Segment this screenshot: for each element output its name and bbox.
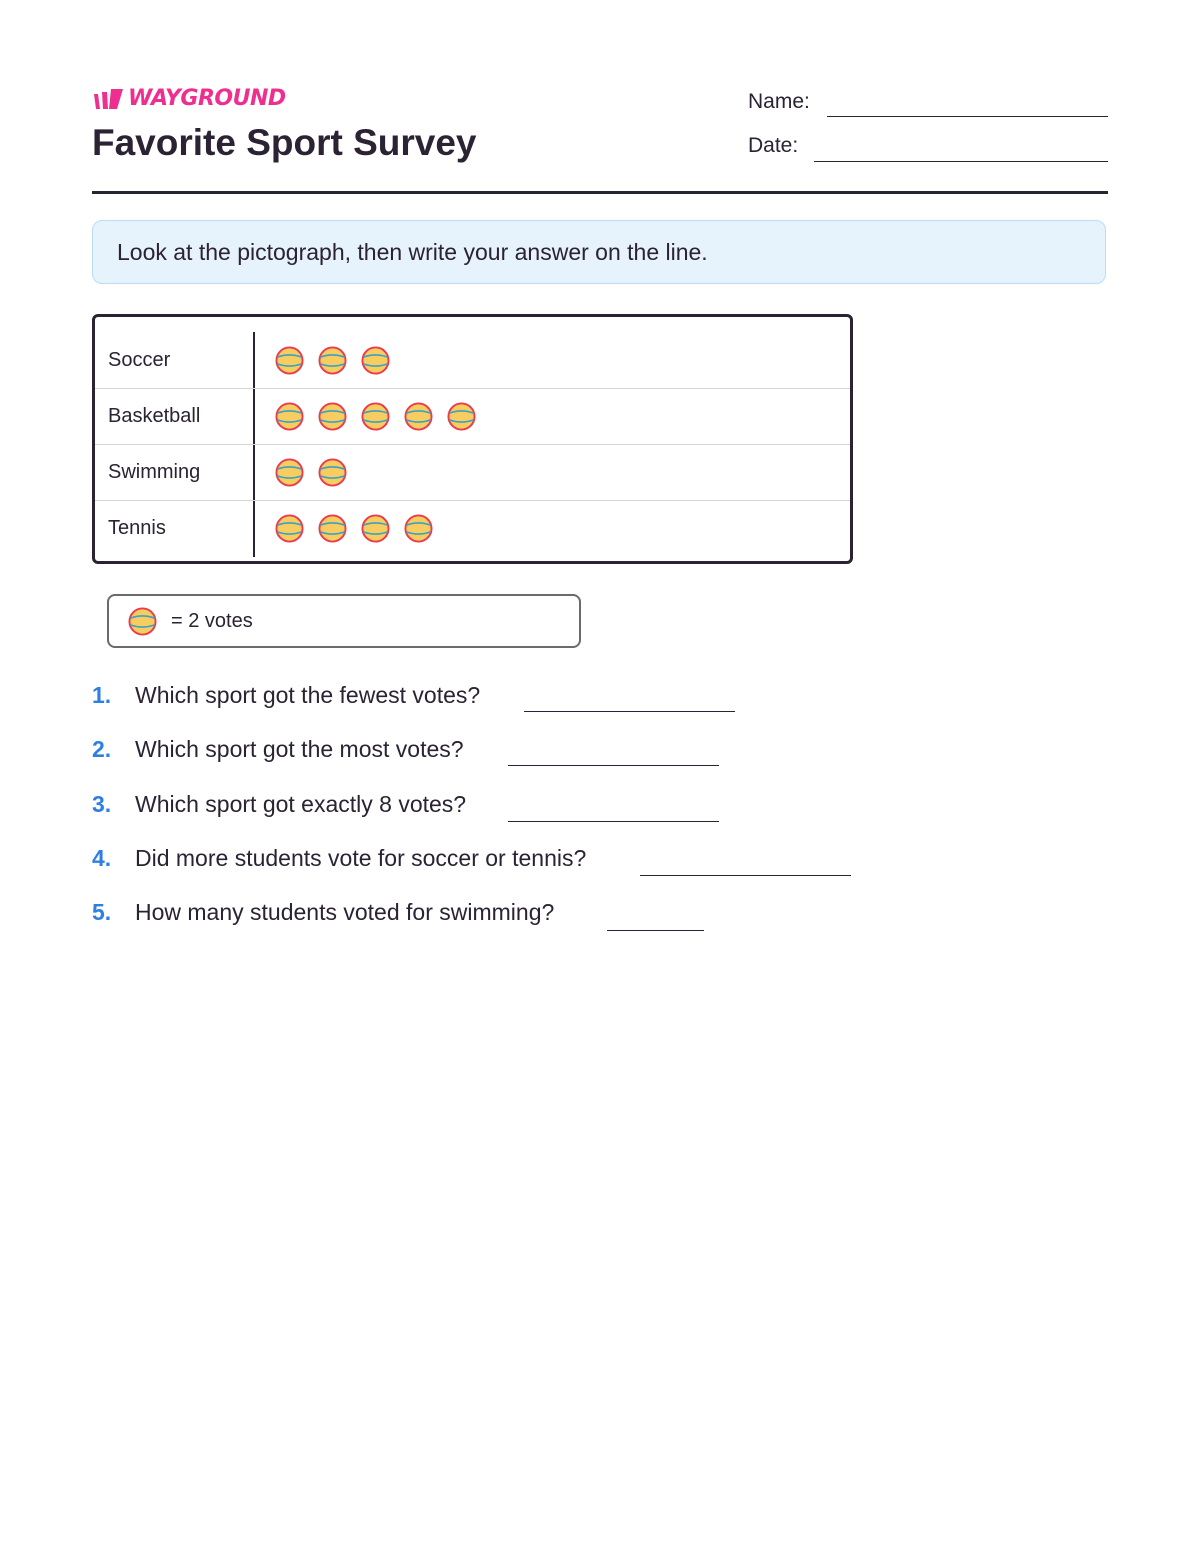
question-1 bbox=[92, 677, 480, 713]
pictograph-row-swimming bbox=[95, 444, 850, 500]
ball-icon bbox=[318, 402, 347, 431]
brand-logo bbox=[92, 86, 286, 111]
key-label: = 2 votes bbox=[171, 610, 253, 632]
pictograph-row-label: Soccer bbox=[108, 349, 171, 371]
answer-line-4[interactable] bbox=[640, 875, 851, 876]
ball-icon bbox=[275, 458, 304, 487]
row-separator bbox=[95, 444, 850, 445]
question-5 bbox=[92, 894, 554, 930]
pictograph-key bbox=[107, 594, 581, 648]
date-label: Date: bbox=[748, 134, 799, 157]
pictograph-icons bbox=[275, 402, 490, 431]
pictograph-icons bbox=[275, 346, 404, 375]
question-number: 2. bbox=[92, 735, 112, 762]
question-number: 3. bbox=[92, 790, 112, 817]
question-text: Which sport got the most votes? bbox=[135, 735, 464, 762]
instruction-box: Look at the pictograph, then write your answer on the line. bbox=[92, 220, 1106, 284]
question-text: How many students voted for swimming? bbox=[135, 898, 555, 925]
ball-icon bbox=[404, 514, 433, 543]
pictograph-icons bbox=[275, 458, 361, 487]
date-field[interactable] bbox=[814, 161, 1108, 162]
ball-icon bbox=[361, 346, 390, 375]
ball-icon bbox=[404, 402, 433, 431]
ball-icon bbox=[318, 458, 347, 487]
ball-icon bbox=[361, 514, 390, 543]
answer-line-5[interactable] bbox=[607, 930, 704, 931]
question-text: Which sport got exactly 8 votes? bbox=[135, 790, 467, 817]
name-field[interactable] bbox=[827, 116, 1108, 117]
pictograph-row-label: Swimming bbox=[108, 461, 201, 483]
pictograph-row-basketball bbox=[95, 388, 850, 444]
answer-line-3[interactable] bbox=[508, 821, 719, 822]
ball-icon bbox=[275, 402, 304, 431]
row-separator bbox=[95, 388, 850, 389]
question-2 bbox=[92, 731, 464, 767]
question-number: 4. bbox=[92, 844, 112, 871]
header-divider bbox=[92, 191, 1108, 194]
brand-name: WAYGROUND bbox=[128, 86, 286, 111]
question-text: Which sport got the fewest votes? bbox=[135, 681, 481, 708]
pictograph-row-label: Tennis bbox=[108, 517, 166, 539]
ball-icon bbox=[318, 346, 347, 375]
pictograph-row-label: Basketball bbox=[108, 405, 201, 427]
answer-line-1[interactable] bbox=[524, 711, 735, 712]
ball-icon bbox=[361, 402, 390, 431]
question-number: 1. bbox=[92, 681, 112, 708]
pictograph bbox=[92, 314, 853, 564]
ball-icon bbox=[275, 346, 304, 375]
ball-icon bbox=[318, 514, 347, 543]
wayground-logo-icon bbox=[92, 87, 124, 111]
answer-line-2[interactable] bbox=[508, 765, 719, 766]
ball-icon bbox=[447, 402, 476, 431]
pictograph-row-soccer bbox=[95, 332, 850, 388]
row-separator bbox=[95, 500, 850, 501]
question-text: Did more students vote for soccer or tennis? bbox=[135, 844, 587, 871]
worksheet-title: Favorite Sport Survey bbox=[92, 122, 477, 163]
ball-icon bbox=[128, 607, 157, 636]
question-number: 5. bbox=[92, 898, 112, 925]
pictograph-icons bbox=[275, 514, 447, 543]
question-4 bbox=[92, 840, 586, 876]
pictograph-row-tennis bbox=[95, 500, 850, 556]
ball-icon bbox=[275, 514, 304, 543]
name-label: Name: bbox=[748, 90, 810, 113]
question-3 bbox=[92, 786, 466, 822]
